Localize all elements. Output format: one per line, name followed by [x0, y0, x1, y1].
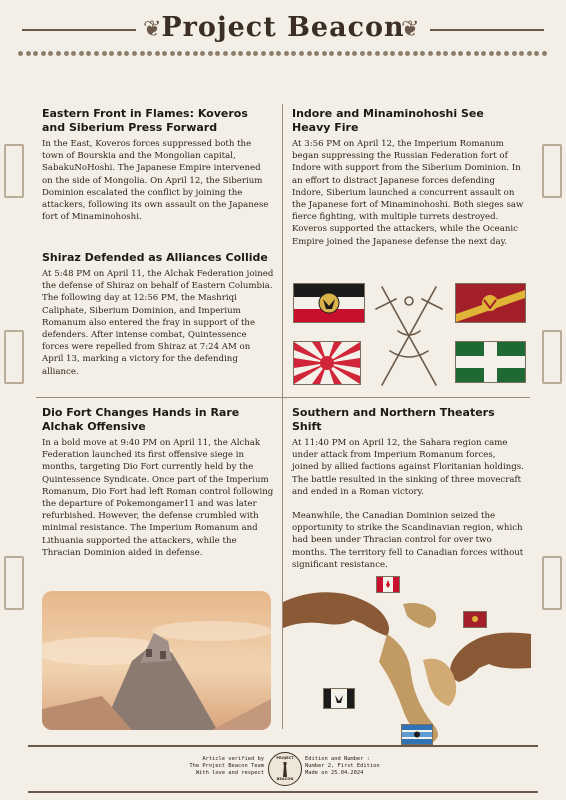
article-body: At 3:56 PM on April 12, the Imperium Romanum began suppressing the Russian Federation fort of Indore with support from the Siberium Dominion. In an effort to distract Japanese forces defending Indore, Siberium launched a concurrent assault on the Japanese fort of Minaminohoshi. Both sieges saw fierce fighting, with multiple turrets destroyed. Koveros supported the attackers, while the Oceanic Empire joined the Japanese defense the next day.	[292, 139, 524, 247]
article-body: At 5:48 PM on April 11, the Alchak Federation joined the defense of Shiraz on behalf of Eastern Columbia. The following day at 12:56 PM, the Mashriqi Caliphate, Siberium Dominion, and Imperium Romanum also entered the fray in support of the defenders. After intense combat, Quintessence forces were repelled from Shiraz at 7:24 AM on April 13, marking a victory for the defending alliance.	[42, 269, 274, 377]
page-title: Project Beacon	[161, 12, 405, 43]
green-cross-flag	[455, 341, 526, 383]
article-heading: Indore and Minaminohoshi See Heavy Fire	[292, 107, 484, 134]
map-hands-illustration	[283, 574, 531, 744]
article-body: In a bold move at 9:40 PM on April 11, the Alchak Federation launched its first offensive siege in months, targeting Dio Fort currently held by the Quintessence Syndicate. Once part of the Imperium Romanum, Dio Fort had left Roman control following the departure of Pokemongamer11 and was later refurbished. However, the defense crumbled with minimal resistance. The Imperium Romanum and Lithuania supported the attackers, while the Thracian Dominion aided in defense.	[42, 438, 274, 558]
greek-key-ornament	[4, 330, 24, 384]
article-heading: Shiraz Defended as Alliances Collide	[42, 251, 268, 264]
black-eagle-flag	[323, 688, 355, 709]
greek-key-ornament	[4, 144, 24, 198]
rising-sun-flag	[293, 341, 361, 385]
greek-key-ornament	[542, 330, 562, 384]
blue-striped-flag	[401, 724, 433, 745]
article-eastern-front	[42, 107, 274, 223]
article-body: At 11:40 PM on April 12, the Sahara region came under attack from Imperium Romanum forces, joined by allied factions against Floritanian holdings. The battle resulted in the sinking of three movecraft and ended in a Roman victory.	[292, 438, 524, 497]
russian-imperial-flag	[293, 283, 365, 323]
greek-key-ornament	[542, 144, 562, 198]
roman-small-flag	[463, 611, 487, 628]
article-heading: Southern and Northern Theaters Shift	[292, 406, 495, 433]
project-beacon-seal: PROJECT BEACON	[268, 752, 302, 786]
roman-empire-flag	[455, 283, 526, 323]
fleur-ornament-icon: ❦	[143, 17, 162, 42]
article-southern-northern	[292, 406, 524, 571]
greek-key-ornament	[542, 556, 562, 610]
canada-style-flag	[376, 576, 400, 593]
article-indore	[292, 107, 524, 248]
sunset-fort-image	[42, 591, 271, 730]
greek-key-ornament	[4, 556, 24, 610]
article-body: In the East, Koveros forces suppressed both the town of Bourskia and the Mongolian capital, SabakuNoHoshi. The Japanese Empire intervened on the side of Mongolia. On April 12, the Siberium Dominion escalated the conflict by joining the attackers, following its own assault on the Japanese fort of Minaminohoshi.	[42, 139, 269, 223]
article-shiraz	[42, 251, 274, 378]
footer-verification: Article verified by The Project Beacon Team With love and respect	[189, 756, 264, 776]
lighthouse-icon	[281, 761, 289, 777]
footer-rule	[28, 791, 538, 793]
footer-rule	[28, 745, 538, 747]
article-body: Meanwhile, the Canadian Dominion seized the opportunity to strike the Scandinavian region, which had been under Thracian control for over two months. The territory fell to Canadian forces without significant resistance.	[292, 511, 524, 570]
fleur-ornament-icon: ❦	[401, 17, 420, 42]
crossed-swords-icon	[368, 281, 450, 391]
article-dio-fort	[42, 406, 274, 559]
article-heading: Eastern Front in Flames: Koveros and Siberium Press Forward	[42, 107, 248, 134]
article-heading: Dio Fort Changes Hands in Rare Alchak Offensive	[42, 406, 240, 433]
masthead	[0, 0, 566, 64]
dot-divider	[18, 50, 548, 58]
row-divider	[36, 397, 530, 398]
footer-edition: Edition and Number : Number 2, First Edition Made on 25.04.2024	[305, 756, 380, 776]
